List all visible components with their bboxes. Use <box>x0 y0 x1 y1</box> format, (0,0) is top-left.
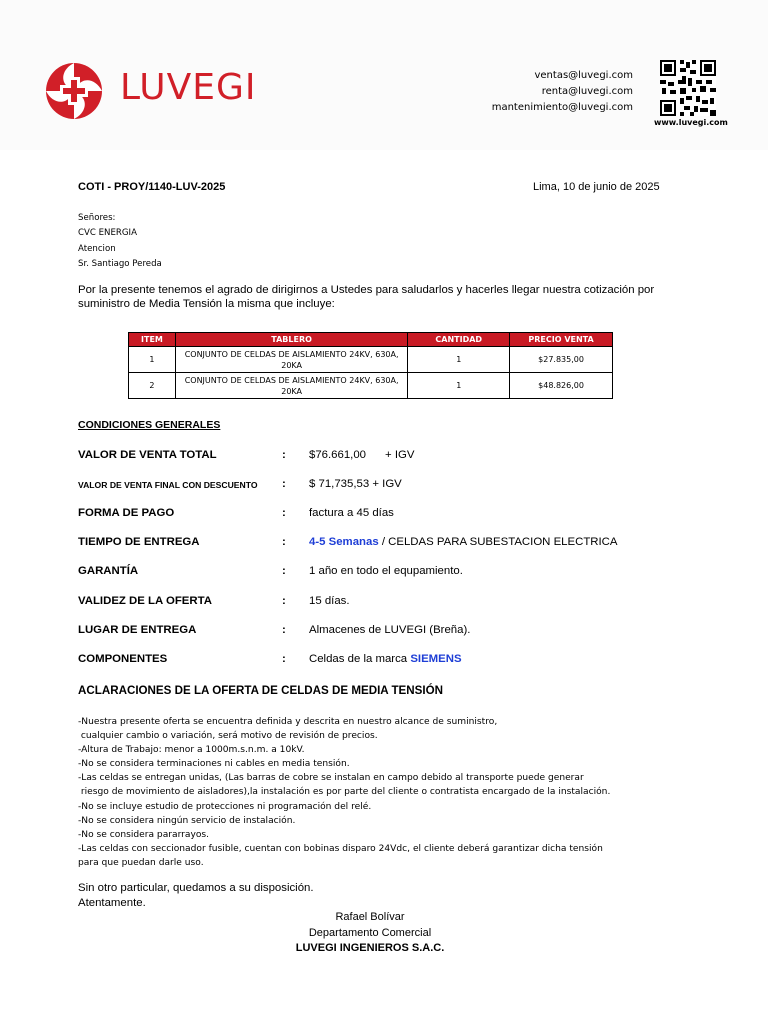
condition-value <box>309 536 618 548</box>
cell-item: 2 <box>129 373 176 399</box>
website-link[interactable]: www.luvegi.com <box>654 118 728 127</box>
condition-lugar-entrega <box>78 624 718 642</box>
condition-garantia <box>78 565 718 583</box>
condition-componentes <box>78 653 718 671</box>
clarification-line: -Las celdas con seccionador fusible, cuentan con bobinas disparo 24Vdc, el cliente deberá garantizar dicha tensión <box>78 843 603 854</box>
clarification-line: -No se considera ningún servicio de instalación. <box>78 815 296 826</box>
column-header-cantidad: CANTIDAD <box>408 333 510 347</box>
items-table <box>128 332 613 399</box>
condition-valor-venta <box>78 449 718 467</box>
clarifications-list <box>78 715 688 870</box>
condition-value: Almacenes de LUVEGI (Breña). <box>309 624 471 636</box>
luvegi-logo-icon <box>42 59 106 123</box>
condition-label: VALOR DE VENTA TOTAL <box>78 449 217 461</box>
condition-label: TIEMPO DE ENTREGA <box>78 536 200 548</box>
components-prefix: Celdas de la marca <box>309 653 411 665</box>
cell-precio: $27.835,00 <box>510 347 613 373</box>
closing-line: Atentamente. <box>78 897 146 909</box>
condition-value: factura a 45 días <box>309 507 394 519</box>
clarification-line: -Altura de Trabajo: menor a 1000m.s.n.m. a 10kV. <box>78 745 305 756</box>
condition-tiempo-entrega <box>78 536 718 554</box>
clarification-line: -No se incluye estudio de protecciones ni programación del relé. <box>78 801 372 812</box>
condition-colon: : <box>282 595 286 607</box>
condition-colon: : <box>282 536 286 548</box>
clarification-line: -No se considera terminaciones ni cables en media tensión. <box>78 759 350 770</box>
email-renta[interactable]: renta@luvegi.com <box>541 86 633 97</box>
cell-tablero: CONJUNTO DE CELDAS DE AISLAMIENTO 24KV, 630A, 20KA <box>175 347 407 373</box>
cell-precio: $48.826,00 <box>510 373 613 399</box>
condition-label: COMPONENTES <box>78 653 168 665</box>
qr-code-icon <box>660 60 716 116</box>
condition-label: VALOR DE VENTA FINAL CON DESCUENTO <box>78 480 258 490</box>
letterhead-band <box>0 0 768 150</box>
clarification-line: cualquier cambio o variación, será motivo de revisión de precios. <box>78 731 378 742</box>
components-brand: SIEMENS <box>410 653 462 665</box>
addressee-line: Sr. Santiago Pereda <box>78 258 162 269</box>
condition-validez <box>78 595 718 613</box>
signer-company: LUVEGI INGENIEROS S.A.C. <box>295 942 445 954</box>
table-row <box>129 347 613 373</box>
delivery-time-detail: / CELDAS PARA SUBESTACION ELECTRICA <box>378 536 618 548</box>
signature-block <box>220 910 520 957</box>
condition-value: $ 71,735,53 + IGV <box>309 478 402 490</box>
condition-colon: : <box>282 653 286 665</box>
condition-label: LUGAR DE ENTREGA <box>78 624 197 636</box>
condition-colon: : <box>282 565 286 577</box>
column-header-precio: PRECIO VENTA <box>510 333 613 347</box>
condition-colon: : <box>282 624 286 636</box>
closing-block <box>78 881 314 911</box>
addressee-block <box>78 211 162 272</box>
condition-value <box>309 653 462 665</box>
quote-reference: COTI - PROY/1140-LUV-2025 <box>78 181 226 193</box>
conditions-title: CONDICIONES GENERALES <box>78 419 221 431</box>
condition-forma-pago <box>78 507 718 525</box>
quote-date: Lima, 10 de junio de 2025 <box>533 181 660 193</box>
clarification-line: para que puedan darle uso. <box>78 857 204 868</box>
cell-item: 1 <box>129 347 176 373</box>
condition-label: VALIDEZ DE LA OFERTA <box>78 595 212 607</box>
clarifications-title: ACLARACIONES DE LA OFERTA DE CELDAS DE MEDIA TENSIÓN <box>78 684 443 697</box>
condition-colon: : <box>282 449 286 461</box>
email-mantenimiento[interactable]: mantenimiento@luvegi.com <box>491 102 633 113</box>
clarification-line: -Las celdas se entregan unidas, (Las barras de cobre se instalan en campo debido al transporte puede generar <box>78 773 584 784</box>
clarification-line: -Nuestra presente oferta se encuentra definida y descrita en nuestro alcance de suministro, <box>78 717 498 727</box>
condition-label: GARANTÍA <box>78 565 139 577</box>
clarification-line: -No se considera pararrayos. <box>78 829 210 840</box>
condition-value: $76.661,00 + IGV <box>309 449 415 461</box>
clarification-line: riesgo de movimiento de aisladores),la instalación es por parte del cliente o contratista encargado de la instalación. <box>78 787 611 798</box>
table-row <box>129 373 613 399</box>
condition-colon: : <box>282 478 286 490</box>
addressee-line: CVC ENERGIA <box>78 228 137 239</box>
cell-cantidad: 1 <box>408 347 510 373</box>
signer-name: Rafael Bolívar <box>335 911 405 923</box>
closing-line: Sin otro particular, quedamos a su disposición. <box>78 882 314 894</box>
addressee-line: Atencion <box>78 243 116 254</box>
intro-paragraph: Por la presente tenemos el agrado de dirigirnos a Ustedes para saludarlos y hacerles llegar nuestra cotización por suministro de Media Tensión la misma que incluye: <box>78 284 655 310</box>
condition-value: 1 año en todo el equpamiento. <box>309 565 463 577</box>
column-header-item: ITEM <box>129 333 176 347</box>
delivery-time-highlight: 4-5 Semanas <box>309 536 379 548</box>
cell-tablero: CONJUNTO DE CELDAS DE AISLAMIENTO 24KV, 630A, 20KA <box>175 373 407 399</box>
table-header-row <box>129 333 613 347</box>
signer-department: Departamento Comercial <box>308 926 432 939</box>
condition-label: FORMA DE PAGO <box>78 507 175 519</box>
addressee-line: Señores: <box>78 213 116 223</box>
condition-colon: : <box>282 507 286 519</box>
condition-value: 15 días. <box>309 595 350 607</box>
email-ventas[interactable]: ventas@luvegi.com <box>534 70 633 81</box>
contact-emails <box>492 68 633 116</box>
column-header-tablero: TABLERO <box>175 333 407 347</box>
company-logo-text: LUVEGI <box>120 67 257 108</box>
cell-cantidad: 1 <box>408 373 510 399</box>
condition-valor-descuento <box>78 478 718 496</box>
